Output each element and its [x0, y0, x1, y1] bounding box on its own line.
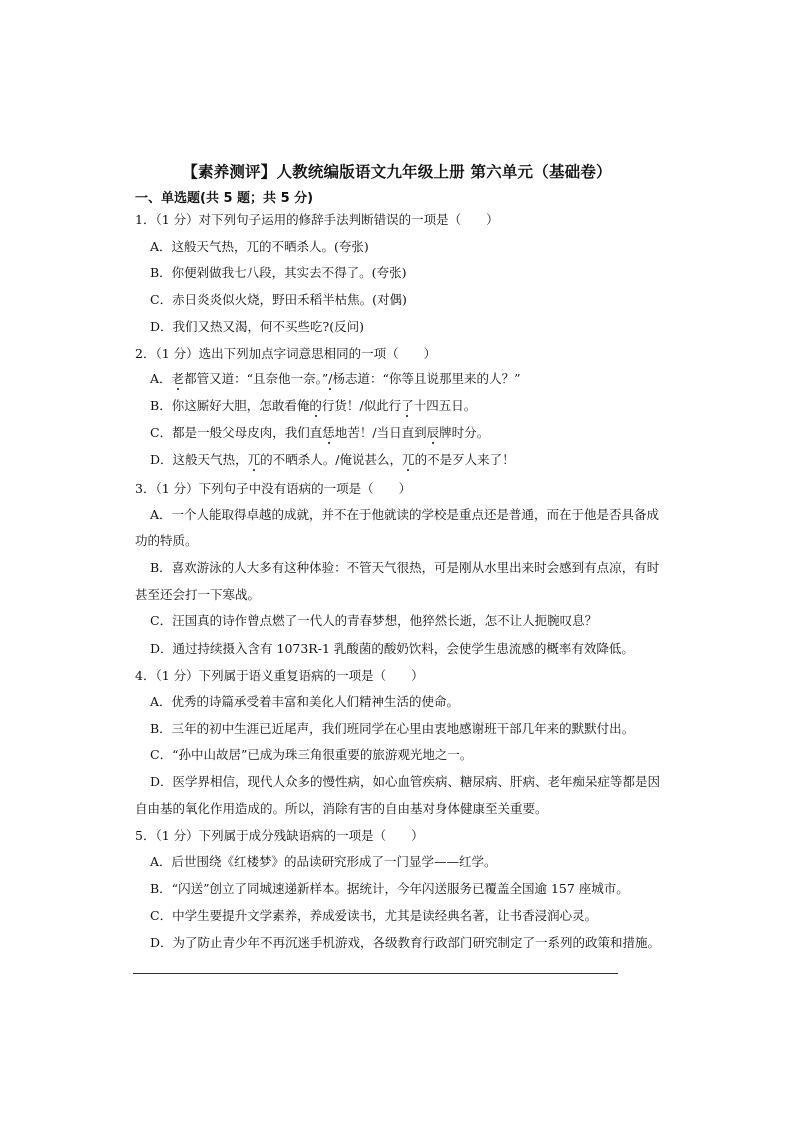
- question-5-option-d: D．为了防止青少年不再沉迷手机游戏，各级教育行政部门研究制定了一系列的政策和措施。: [150, 935, 661, 950]
- question-1-stem: 1．（1 分）对下列句子运用的修辞手法判断错误的一项是（ ）: [135, 212, 499, 227]
- emphasis-dot-char: 的: [309, 398, 322, 413]
- question-2-option-c: C．都是一般父母皮肉，我们直恁地苦！/当日直到辰牌时分。: [150, 425, 490, 440]
- emphasis-dot-char: 老: [171, 371, 185, 386]
- page-title: 【素养测评】人教统编版语文九年级上册 第六单元（基础卷）: [182, 163, 612, 181]
- question-1-option-b: B．你便剁做我七八段，其实去不得了。(夸张): [150, 265, 407, 280]
- emphasis-dot-char: /: [328, 371, 333, 386]
- question-3-option-b-line-1: B．喜欢游泳的人大多有这种体验：不管天气很热，可是刚从水里出来时会感到有点凉，有时: [150, 560, 660, 575]
- emphasis-dot-char: 恁: [322, 425, 335, 440]
- emphasis-dot-char: 了: [401, 398, 414, 413]
- question-3-option-a-line-2: 功的特质。: [135, 533, 198, 548]
- emphasis-dot-char: 辰: [426, 425, 440, 440]
- footer-divider: [133, 973, 618, 974]
- question-1-option-a: A．这般天气热，兀的不晒杀人。(夸张): [150, 239, 369, 254]
- question-3-option-a-line-1: A．一个人能取得卓越的成就，并不在于他就读的学校是重点还是普通，而在于他是否具备成: [150, 507, 660, 522]
- question-5-option-b: B．“闪送”创立了同城速递新样本。据统计，今年闪送服务已覆盖全国逾 157 座城市。: [150, 881, 629, 896]
- emphasis-dot-char: 兀: [402, 452, 415, 467]
- question-4-stem: 4．（1 分）下列属于语义重复语病的一项是（ ）: [135, 668, 424, 683]
- question-4-option-b: B．三年的初中生涯已近尾声，我们班同学在心里由衷地感谢班干部几年来的默默付出。: [150, 721, 635, 736]
- question-2-option-b: B．你这厮好大胆，怎敢看俺的行货！/似此行了十四五日。: [150, 398, 477, 413]
- question-4-option-d-line-1: D．医学界相信，现代人众多的慢性病，如心血管疾病、糖尿病、肝病、老年痴呆症等都是因: [150, 774, 661, 789]
- question-3-option-d: D．通过持续摄入含有 1073R-1 乳酸菌的酸奶饮料，会使学生患流感的概率有效降低。: [150, 641, 634, 656]
- question-2-option-a: A．老都管又道：“且奈他一奈。”/杨志道：“你等且说那里来的人？”: [150, 371, 521, 386]
- question-1-option-c: C．赤日炎炎似火烧，野田禾稻半枯焦。(对偶): [150, 292, 407, 307]
- question-2-option-d: D．这般天气热，兀的不晒杀人。/俺说甚么，兀的不是歹人来了！: [150, 452, 515, 467]
- section-heading: 一、单选题(共 5 题；共 5 分): [135, 191, 314, 206]
- question-4-option-d-line-2: 自由基的氧化作用造成的。所以，消除有害的自由基对身体健康至关重要。: [135, 801, 548, 816]
- question-5-option-c: C．中学生要提升文学素养，养成爱读书，尤其是读经典名著，让书香浸润心灵。: [150, 908, 598, 923]
- question-2-stem: 2．（1 分）选出下列加点字词意思相同的一项（ ）: [135, 346, 437, 361]
- emphasis-dot-char: 兀: [247, 452, 261, 467]
- question-5-stem: 5．（1 分）下列属于成分残缺语病的一项是（ ）: [135, 828, 424, 843]
- question-3-option-b-line-2: 甚至还会打一下寒战。: [135, 587, 261, 602]
- question-4-option-a: A．优秀的诗篇承受着丰富和美化人们精神生活的使命。: [150, 694, 460, 709]
- question-4-option-c: C．“孙中山故居”已成为珠三角很重要的旅游观光地之一。: [150, 747, 473, 762]
- question-5-option-a: A．后世围绕《红楼梦》的品读研究形成了一门显学——红学。: [150, 854, 497, 869]
- question-3-option-c: C．汪国真的诗作曾点燃了一代人的青春梦想，他猝然长逝，怎不让人扼腕叹息？: [150, 613, 598, 628]
- question-3-stem: 3．（1 分）下列句子中没有语病的一项是（ ）: [135, 481, 412, 496]
- question-1-option-d: D．我们又热又渴，何不买些吃?(反问): [150, 319, 364, 334]
